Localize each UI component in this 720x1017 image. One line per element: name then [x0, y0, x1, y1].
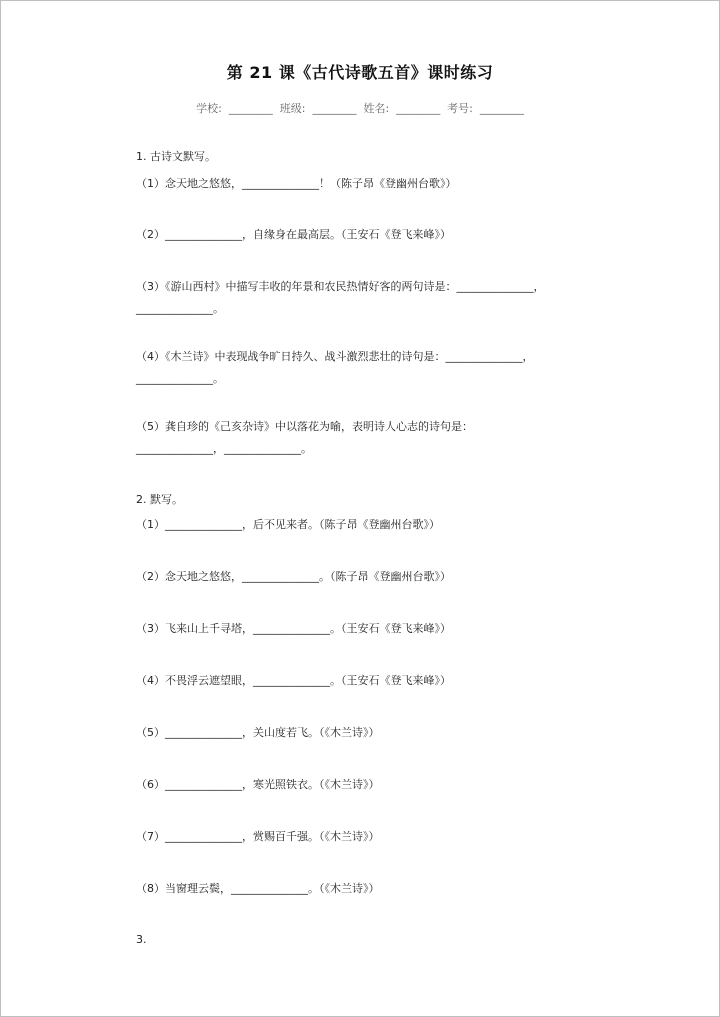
section2-heading: 2. 默写。 [136, 493, 183, 506]
section3-heading: 3. [136, 933, 147, 946]
section1-heading: 1. 古诗文默写。 [136, 150, 216, 163]
section1-item-cont: ______________。 [136, 302, 224, 315]
section1-item-cont: ______________。 [136, 372, 224, 385]
section2-item: （5）______________，关山度若飞。（《木兰诗》） [136, 726, 380, 739]
section1-item: （4）《木兰诗》中表现战争旷日持久、战斗激烈悲壮的诗句是：______________， [136, 350, 534, 363]
section2-item: （4）不畏浮云遮望眼，______________。（王安石《登飞来峰》） [136, 674, 451, 687]
section2-item: （1）______________，后不见来者。（陈子昂《登幽州台歌》） [136, 518, 440, 531]
section2-item: （3）飞来山上千寻塔，______________。（王安石《登飞来峰》） [136, 622, 451, 635]
section1-item: （5）龚自珍的《己亥杂诗》中以落花为喻，表明诗人心志的诗句是： [136, 420, 473, 433]
section1-item: （2）______________，自缘身在最高层。（王安石《登飞来峰》） [136, 228, 451, 241]
student-info-text: 学校: ________ 班级: ________ 姓名: ________ 考号: ________ [196, 102, 524, 115]
section2-item: （2）念天地之悠悠，______________。（陈子昂《登幽州台歌》） [136, 570, 451, 583]
student-info-line [0, 100, 720, 116]
section1-item-cont: ______________，______________。 [136, 442, 312, 455]
section1-item: （3）《游山西村》中描写丰收的年景和农民热情好客的两句诗是：______________， [136, 280, 545, 293]
section2-item: （6）______________，寒光照铁衣。（《木兰诗》） [136, 778, 380, 791]
section2-item: （7）______________，赏赐百千强。（《木兰诗》） [136, 830, 380, 843]
section1-item: （1）念天地之悠悠，______________！（陈子昂《登幽州台歌》） [136, 177, 457, 190]
page-title: 第 21 课《古代诗歌五首》课时练习 [226, 63, 494, 82]
section2-item: （8）当窗理云鬓，______________。（《木兰诗》） [136, 882, 380, 895]
